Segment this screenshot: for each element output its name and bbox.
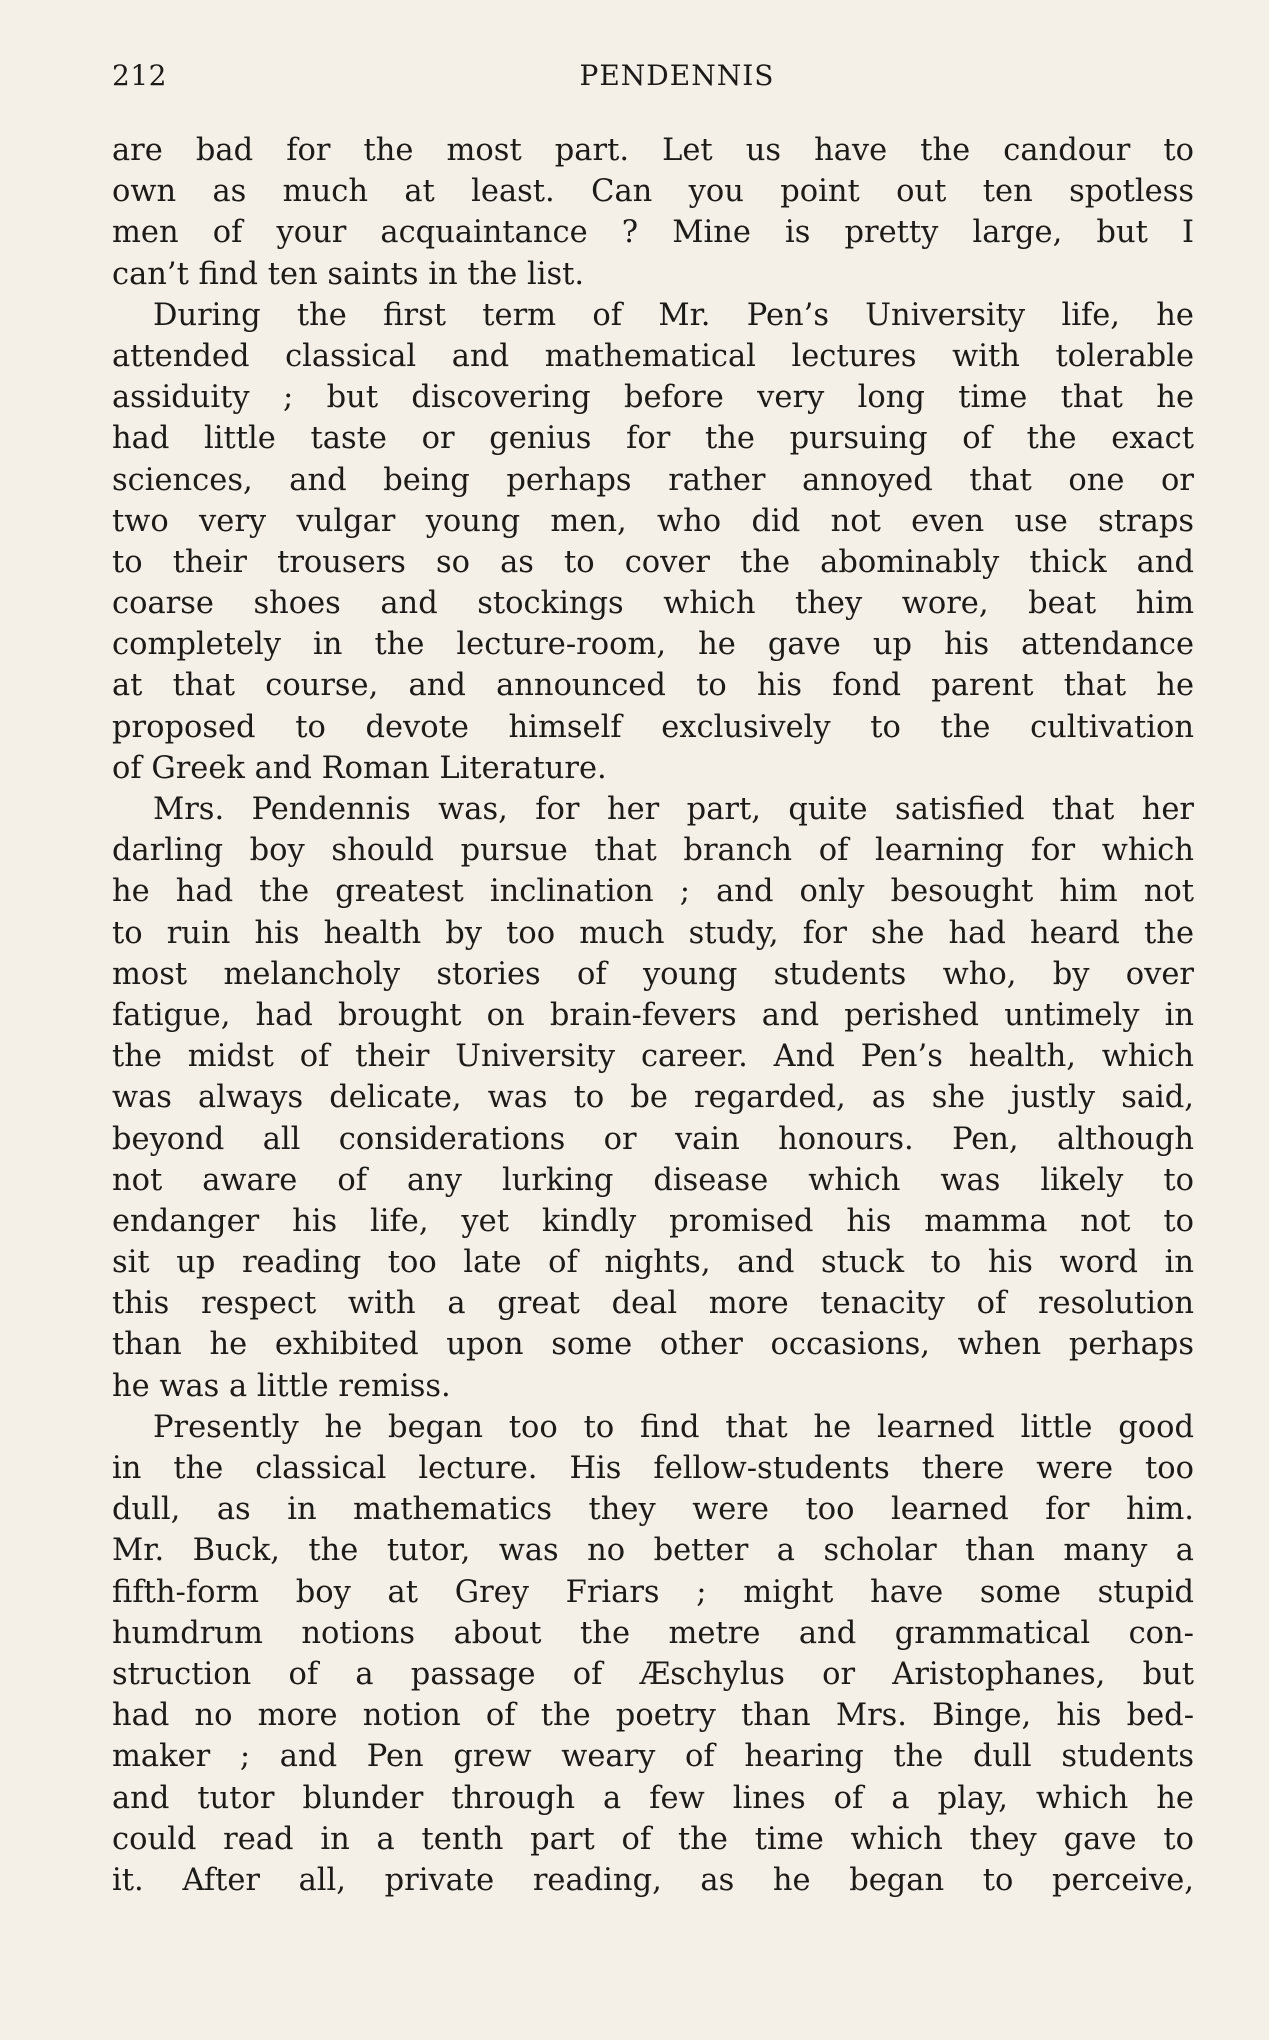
text-line: sit up reading too late of nights, and stuck to his word in [112, 1245, 1194, 1281]
text-line: are bad for the most part. Let us have the candour to [112, 133, 1194, 168]
text-line: Mr. Buck, the tutor, was no better a scholar than many a [112, 1533, 1194, 1569]
text-line: had little taste or genius for the pursuing of the exact [112, 421, 1194, 457]
text-line: he was a little remiss. [112, 1368, 451, 1404]
text-line: sciences, and being perhaps rather annoyed that one or [112, 462, 1194, 498]
text-line: fatigue, had brought on brain-fevers and perished untimely in [112, 997, 1194, 1033]
running-head [112, 56, 1202, 96]
text-line: men of your acquaintance ? Mine is pretty large, but I [112, 215, 1194, 251]
text-line: had no more notion of the poetry than Mrs. Binge, his bed- [112, 1698, 1194, 1734]
text-line: coarse shoes and stockings which they wore, beat him [112, 586, 1194, 622]
text-line: to their trousers so as to cover the abominably thick and [112, 544, 1194, 580]
text-line: endanger his life, yet kindly promised his mamma not to [112, 1203, 1194, 1239]
text-line: than he exhibited upon some other occasions, when perhaps [112, 1327, 1194, 1363]
text-line: assiduity ; but discovering before very long time that he [112, 380, 1194, 416]
text-line: it. After all, private reading, as he began to perceive, [112, 1862, 1194, 1898]
text-line: struction of a passage of Æschylus or Aristophanes, but [112, 1656, 1194, 1692]
text-line: two very vulgar young men, who did not even use straps [112, 503, 1194, 539]
text-line: most melancholy stories of young students who, by over [112, 956, 1194, 992]
running-title: PENDENNIS [579, 59, 775, 92]
text-line: attended classical and mathematical lectures with tolerable [112, 338, 1194, 374]
text-line: humdrum notions about the metre and grammatical con- [112, 1615, 1194, 1651]
text-line: fifth-form boy at Grey Friars ; might have some stupid [112, 1574, 1194, 1610]
text-line: of Greek and Roman Literature. [112, 750, 607, 786]
text-line: was always delicate, was to be regarded, as she justly said, [112, 1080, 1194, 1116]
text-line: he had the greatest inclination ; and only besought him not [112, 874, 1194, 910]
text-line: the midst of their University career. And Pen’s health, which [112, 1039, 1194, 1075]
text-line: darling boy should pursue that branch of learning for which [112, 833, 1194, 869]
text-line: beyond all considerations or vain honours. Pen, although [112, 1121, 1194, 1157]
page-number: 212 [112, 59, 167, 92]
text-line: this respect with a great deal more tenacity of resolution [112, 1286, 1194, 1322]
text-line: not aware of any lurking disease which was likely to [112, 1162, 1194, 1198]
text-line: at that course, and announced to his fond parent that he [112, 668, 1194, 704]
text-line: dull, as in mathematics they were too learned for him. [112, 1492, 1194, 1528]
text-line: to ruin his health by too much study, for she had heard the [112, 915, 1194, 951]
body-text [112, 130, 1194, 1901]
text-line: completely in the lecture-room, he gave up his attendance [112, 627, 1194, 663]
text-line: in the classical lecture. His fellow-students there were too [112, 1451, 1194, 1486]
paragraph-first-line: Presently he began too to find that he learned little good [153, 1409, 1194, 1445]
text-line: own as much at least. Can you point out ten spotless [112, 174, 1194, 210]
text-line: proposed to devote himself exclusively to the cultivation [112, 709, 1194, 745]
text-line: and tutor blunder through a few lines of a play, which he [112, 1780, 1194, 1816]
paragraph-first-line: During the first term of Mr. Pen’s University life, he [153, 297, 1194, 333]
text-line: can’t find ten saints in the list. [112, 256, 585, 292]
text-line: could read in a tenth part of the time which they gave to [112, 1821, 1194, 1857]
paragraph-first-line: Mrs. Pendennis was, for her part, quite satisfied that her [153, 792, 1194, 827]
text-line: maker ; and Pen grew weary of hearing the dull students [112, 1739, 1194, 1775]
